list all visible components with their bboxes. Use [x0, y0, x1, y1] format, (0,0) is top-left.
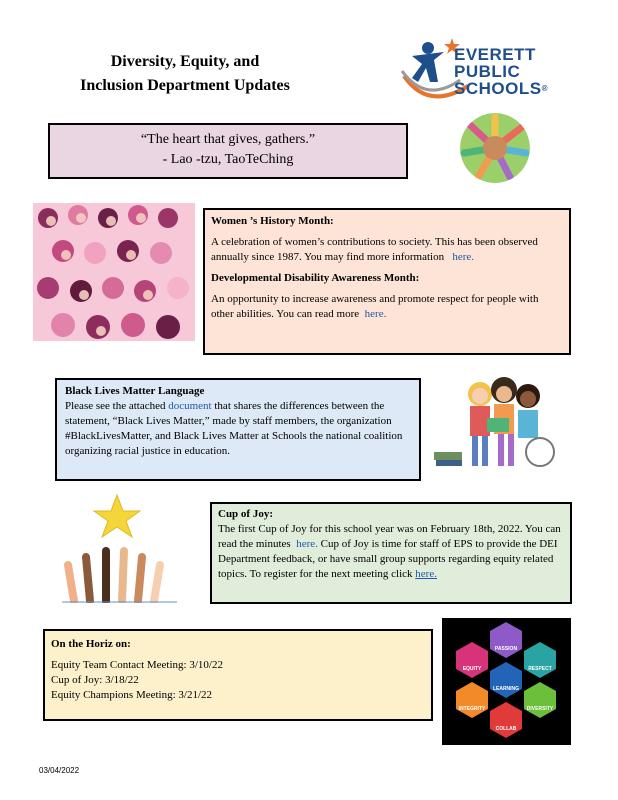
title-line-2: Inclusion Department Updates: [80, 77, 290, 94]
disability-heading: Developmental Disability Awareness Month:: [211, 272, 420, 284]
hands-circle-image: [460, 113, 530, 183]
disability-link[interactable]: here.: [364, 308, 387, 320]
womens-history-link[interactable]: here.: [452, 251, 475, 263]
blm-document-link[interactable]: document: [168, 400, 212, 412]
quote-author: - Lao -tzu, TaoTeChing: [162, 152, 294, 167]
cup-of-joy-register-link[interactable]: here.: [415, 568, 437, 580]
horizon-heading: On the Horiz on:: [51, 638, 131, 650]
logo-line-2: PUBLIC: [454, 62, 521, 81]
logo-line-3: SCHOOLS®: [454, 79, 548, 98]
children-reading-image: [432, 372, 562, 477]
page-title: [40, 50, 330, 98]
blm-language-box: [55, 378, 421, 481]
quote-box: [48, 123, 408, 179]
hex-label-collab: COLLAB: [495, 726, 517, 732]
horizon-box: [43, 629, 433, 721]
hex-label-diversity: DIVERSITY: [526, 706, 554, 712]
logo-text: [454, 46, 548, 97]
hex-label-passion: PASSION: [494, 646, 518, 652]
logo-line-1: EVERETT: [454, 45, 536, 64]
hex-label-equity: EQUITY: [462, 666, 482, 672]
horizon-item: Equity Champions Meeting: 3/21/22: [51, 689, 213, 701]
disability-text: An opportunity to increase awareness and promote respect for people with other abilities. You can read more here.: [211, 293, 539, 320]
womens-history-heading: Women ’s History Month:: [211, 215, 334, 227]
hex-label-learning: LEARNING: [492, 686, 520, 692]
women-pattern-image: [33, 203, 195, 341]
cup-of-joy-minutes-link[interactable]: here.: [296, 538, 318, 550]
hex-label-respect: RESPECT: [528, 666, 552, 672]
horizon-item: Equity Team Contact Meeting: 3/10/22: [51, 659, 223, 671]
blm-heading: Black Lives Matter Language: [65, 385, 205, 397]
cup-of-joy-text: The first Cup of Joy for this school year was on February 18th, 2022. You can read the minutes here. Cup of Joy is time for staff of EPS to provide the DEI Department feedback, or have small group supports regarding equity related topics. To register for the next meeting click here.: [218, 523, 561, 580]
horizon-item: Cup of Joy: 3/18/22: [51, 674, 139, 686]
awareness-months-box: [203, 208, 571, 355]
footer-date: 03/04/2022: [39, 766, 80, 775]
values-hexagon-graphic: [442, 618, 571, 745]
quote-text: “The heart that gives, gathers.”: [140, 132, 316, 147]
hex-label-integrity: INTEGRITY: [458, 706, 486, 712]
cup-of-joy-box: [210, 502, 572, 604]
cup-of-joy-heading: Cup of Joy:: [218, 508, 274, 520]
womens-history-text: A celebration of women’s contributions to society. This has been observed annually since 1987. You may find more information here.: [211, 236, 538, 263]
raised-hands-star-image: [62, 493, 182, 603]
title-line-1: Diversity, Equity, and: [110, 53, 260, 70]
blm-text: Please see the attached document that shares the differences between the statement, “Black Lives Matter,” made by staff members, the organization #BlackLivesMatter, and Black Lives Matter at Schools the national coalition organizing racial justice in education.: [65, 400, 403, 457]
